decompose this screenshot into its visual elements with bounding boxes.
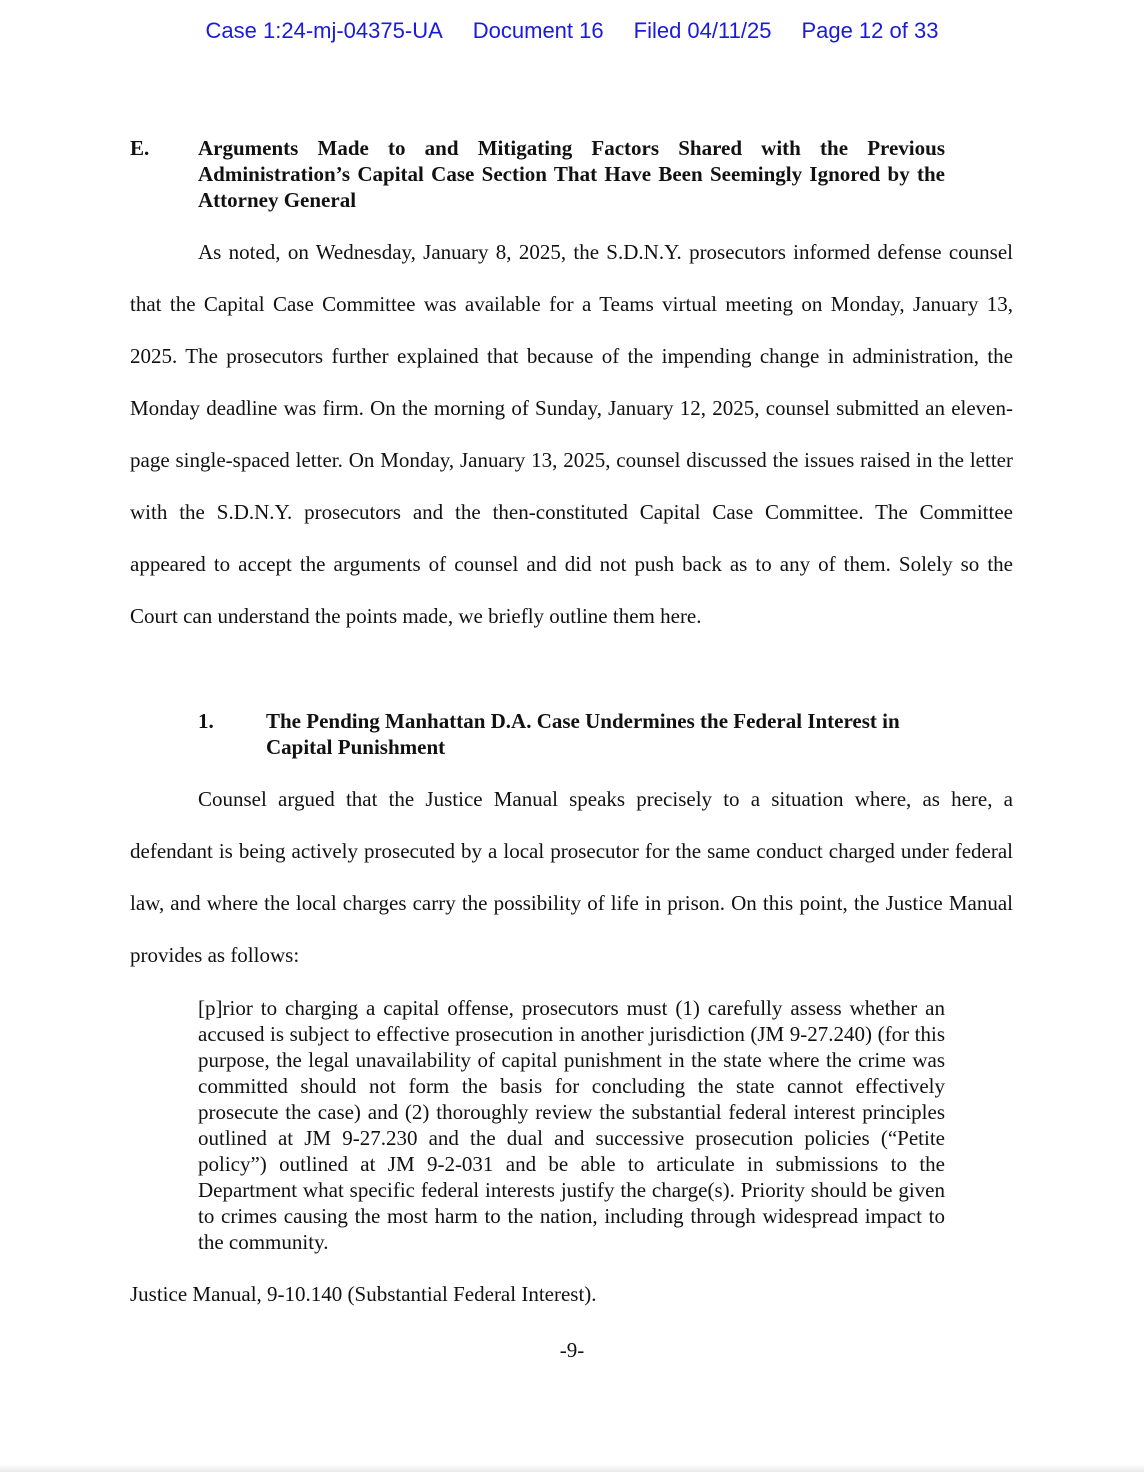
subsection-heading bbox=[198, 708, 938, 760]
subsection-number: 1. bbox=[198, 709, 214, 733]
body-paragraph-1: As noted, on Wednesday, January 8, 2025, the S.D.N.Y. prosecutors informed defense counsel that the Capital Case Committee was available for a Teams virtual meeting on Monday, January 13, 2025. The prosecutors further explained that because of the impending change in administration, the Monday deadline was firm. On the morning of Sunday, January 12, 2025, counsel submitted an eleven-page single-spaced letter. On Monday, January 13, 2025, counsel discussed the issues raised in the letter with the S.D.N.Y. prosecutors and the then-constituted Capital Case Committee. The Committee appeared to accept the arguments of counsel and did not push back as to any of them. Solely so the Court can understand the points made, we briefly outline them here. bbox=[130, 240, 1013, 628]
section-letter: E. bbox=[130, 136, 150, 160]
case-header bbox=[0, 18, 1144, 44]
subsection-title: The Pending Manhattan D.A. Case Undermines the Federal Interest in Capital Punishment bbox=[266, 709, 900, 759]
body-paragraph-2: Counsel argued that the Justice Manual speaks precisely to a situation where, as here, a defendant is being actively prosecuted by a local prosecutor for the same conduct charged under federal law, and where the local charges carry the possibility of life in prison. On this point, the Justice Manual provides as follows: bbox=[130, 787, 1013, 967]
block-quote: [p]rior to charging a capital offense, prosecutors must (1) carefully assess whether an accused is subject to effective prosecution in another jurisdiction (JM 9-27.240) (for this purpose, the legal unavailability of capital punishment in the state where the crime was committed should not form the basis for concluding the state cannot effectively prosecute the case) and (2) thoroughly review the substantial federal interest principles outlined at JM 9-27.230 and the dual and successive prosecution policies (“Petite policy”) outlined at JM 9-2-031 and be able to articulate in submissions to the Department what specific federal interests justify the charge(s). Priority should be given to crimes causing the most harm to the nation, including through widespread impact to the community. bbox=[198, 996, 945, 1254]
section-title: Arguments Made to and Mitigating Factors Shared with the Previous Administration’s Capital Case Section That Have Been Seemingly Ignored by the Attorney General bbox=[198, 136, 945, 212]
filed-date: Filed 04/11/25 bbox=[633, 18, 772, 43]
section-heading bbox=[130, 135, 945, 213]
page-number: -9- bbox=[559, 1338, 585, 1362]
citation: Justice Manual, 9-10.140 (Substantial Federal Interest). bbox=[130, 1282, 597, 1306]
document-number: Document 16 bbox=[472, 18, 604, 43]
case-number: Case 1:24-mj-04375-UA bbox=[205, 18, 443, 43]
page-edge bbox=[0, 1464, 1144, 1472]
page-indicator: Page 12 of 33 bbox=[801, 18, 939, 43]
